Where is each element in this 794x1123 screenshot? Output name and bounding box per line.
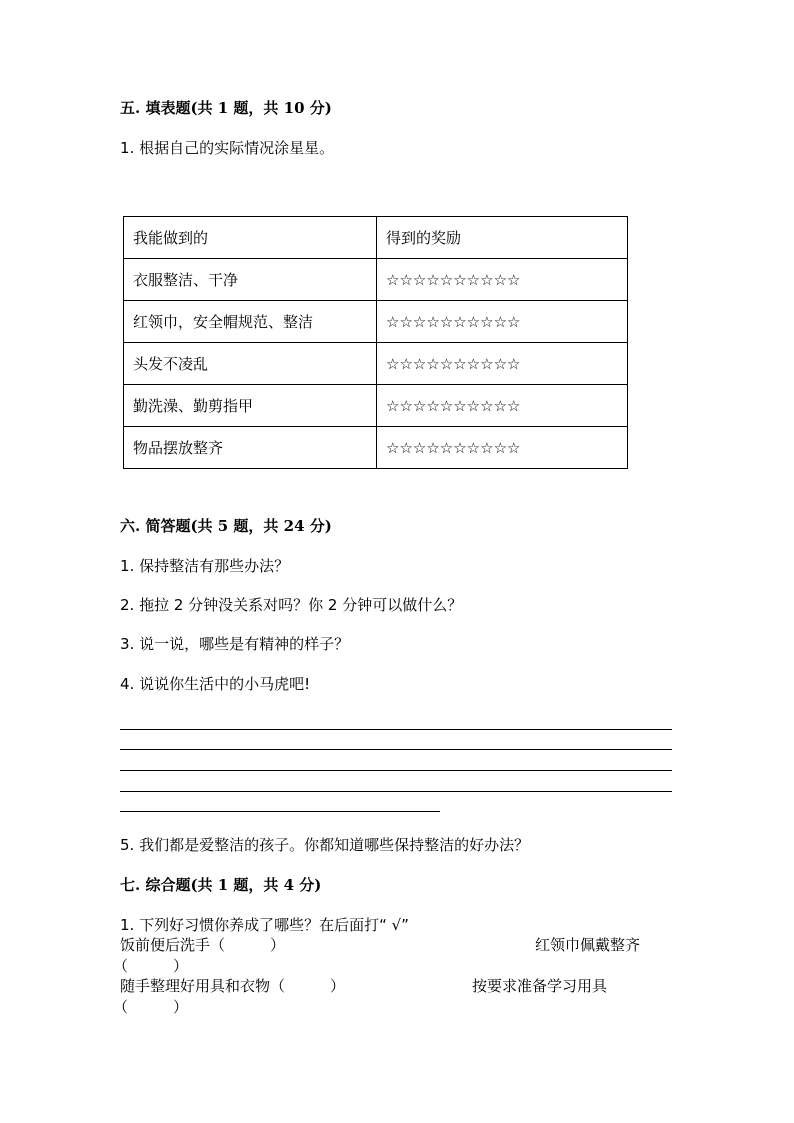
table-header-row [124, 217, 628, 259]
table-cell-item: 衣服整洁、干净 [124, 259, 377, 301]
table-cell-item: 勤洗澡、勤剪指甲 [124, 385, 377, 427]
habit-item-scarf-answer[interactable]: （ ） [113, 957, 189, 975]
section-7-question-1: 1. 下列好习惯你养成了哪些？在后面打“ √” [120, 916, 409, 934]
table-row [124, 427, 628, 469]
section-6-question-5: 5. 我们都是爱整洁的孩子。你都知道哪些保持整洁的好办法？ [120, 836, 530, 854]
habit-item-supplies: 按要求准备学习用具 [472, 977, 608, 995]
section-5-question-1: 1. 根据自己的实际情况涂星星。 [120, 139, 335, 157]
table-cell-stars[interactable]: ☆☆☆☆☆☆☆☆☆☆ [377, 385, 628, 427]
section-6-question-3: 3. 说一说，哪些是有精神的样子？ [120, 635, 350, 653]
answer-line[interactable] [120, 770, 672, 771]
table-cell-stars[interactable]: ☆☆☆☆☆☆☆☆☆☆ [377, 343, 628, 385]
table-row [124, 259, 628, 301]
section-5-heading: 五. 填表题(共 1 题，共 10 分) [120, 99, 332, 117]
answer-line[interactable] [120, 811, 440, 812]
section-6-question-4: 4. 说说你生活中的小马虎吧! [120, 675, 311, 693]
answer-line[interactable] [120, 791, 672, 792]
answer-line[interactable] [120, 749, 672, 750]
table-row [124, 385, 628, 427]
habit-item-handwash: 饭前便后洗手（ ） [120, 936, 286, 954]
star-rating-table [123, 216, 628, 469]
section-6-question-2: 2. 拖拉 2 分钟没关系对吗？你 2 分钟可以做什么？ [120, 596, 463, 614]
table-cell-stars[interactable]: ☆☆☆☆☆☆☆☆☆☆ [377, 259, 628, 301]
habit-item-scarf: 红领巾佩戴整齐 [535, 936, 641, 954]
table-cell-item: 红领巾，安全帽规范、整洁 [124, 301, 377, 343]
table-cell-stars[interactable]: ☆☆☆☆☆☆☆☆☆☆ [377, 427, 628, 469]
table-cell-item: 物品摆放整齐 [124, 427, 377, 469]
table-header-cell: 我能做到的 [124, 217, 377, 259]
table-row [124, 343, 628, 385]
table-header-cell: 得到的奖励 [377, 217, 628, 259]
answer-line[interactable] [120, 729, 672, 730]
table-row [124, 301, 628, 343]
habit-item-supplies-answer[interactable]: （ ） [113, 998, 189, 1016]
section-6-heading: 六. 简答题(共 5 题，共 24 分) [120, 517, 332, 535]
habit-item-tidy: 随手整理好用具和衣物（ ） [120, 977, 346, 995]
section-6-question-1: 1. 保持整洁有那些办法？ [120, 557, 290, 575]
section-7-heading: 七. 综合题(共 1 题，共 4 分) [120, 876, 322, 894]
table-cell-item: 头发不凌乱 [124, 343, 377, 385]
table-cell-stars[interactable]: ☆☆☆☆☆☆☆☆☆☆ [377, 301, 628, 343]
